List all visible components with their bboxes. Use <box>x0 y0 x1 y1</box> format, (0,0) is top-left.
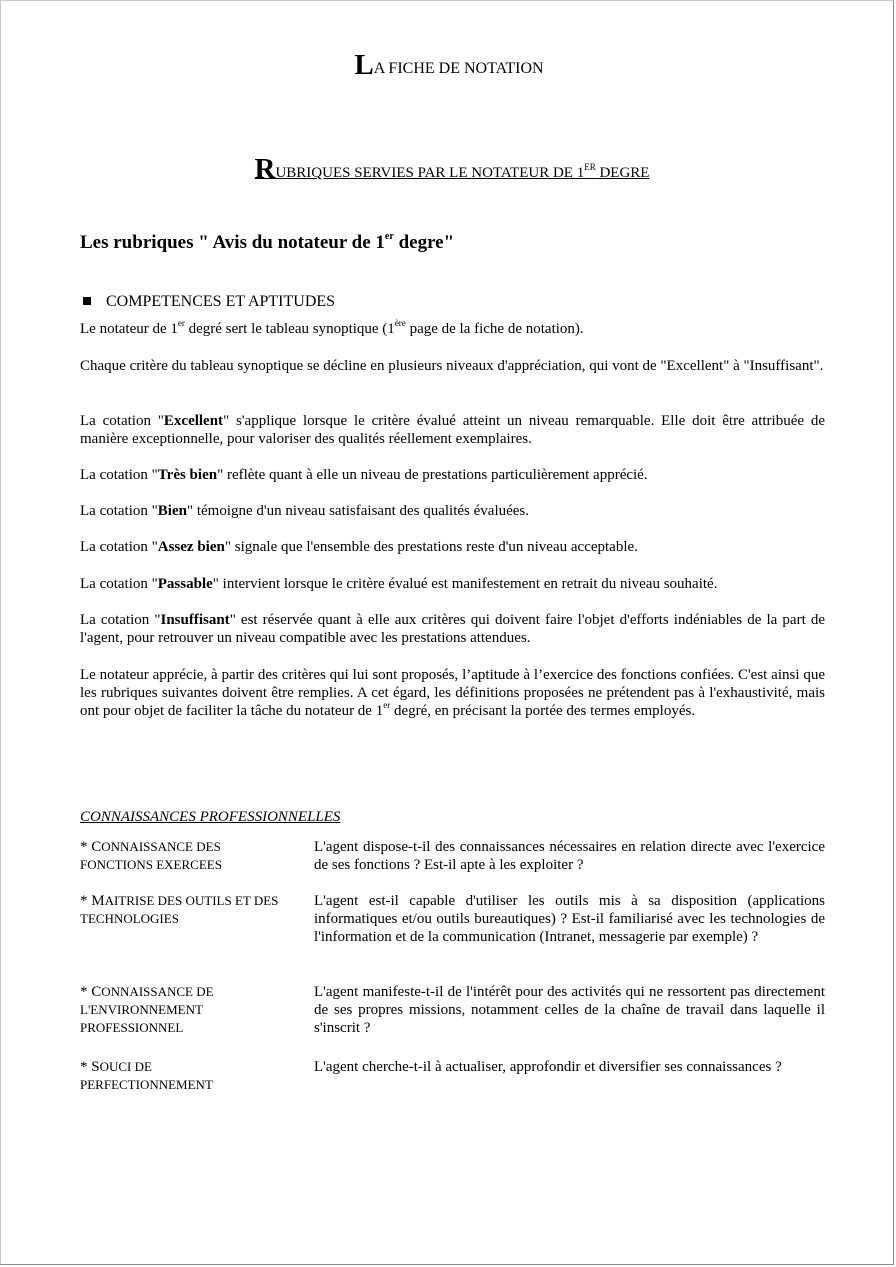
square-bullet-icon <box>83 297 91 305</box>
paragraph-1: Le notateur de 1er degré sert le tableau synoptique (1ère page de la fiche de notation). <box>80 318 584 337</box>
criterion-label: * SOUCI DE PERFECTIONNEMENT <box>80 1059 213 1092</box>
paragraph-tres-bien: La cotation "Très bien" reflète quant à elle un niveau de prestations particulièrement apprécié. <box>80 467 648 483</box>
section-heading: Les rubriques " Avis du notateur de 1er degre" <box>80 231 455 253</box>
paragraph-assez-bien: La cotation "Assez bien" signale que l'ensemble des prestations reste d'un niveau acceptable. <box>80 539 638 555</box>
paragraph-2: Chaque critère du tableau synoptique se décline en plusieurs niveaux d'appréciation, qui vont de "Excellent" à "Insuffisant". <box>80 358 824 374</box>
page-subtitle: RUBRIQUES SERVIES PAR LE NOTATEUR DE 1ER DEGRE <box>254 153 650 185</box>
criterion-label: * CONNAISSANCE DES FONCTIONS EXERCEES <box>80 839 222 872</box>
paragraph-notateur: Le notateur apprécie, à partir des critères qui lui sont proposés, l’aptitude à l’exercice des fonctions confiées. C'est ainsi que les rubriques suivantes doivent être remplies. A cet égard, les définitions proposées ne prétendent pas à l'exhaustivité, mais ont pour objet de faciliter la tâche du notateur de 1er degré, en précisant la portée des termes employés. <box>80 667 825 719</box>
bullet-heading: COMPETENCES ET APTITUDES <box>80 293 335 311</box>
page-title: LA FICHE DE NOTATION <box>354 49 544 81</box>
paragraph-excellent: La cotation "Excellent" s'applique lorsque le critère évalué atteint un niveau remarquable. Elle doit être attribuée de manière exceptionnelle, pour valoriser des qualités réellement exemplaires. <box>80 413 825 447</box>
paragraph-insuffisant: La cotation "Insuffisant" est réservée quant à elle aux critères qui doivent faire l'objet d'efforts indéniables de la part de l'agent, pour retrouver un niveau compatible avec les prestations attendues. <box>80 612 825 646</box>
paragraph-bien: La cotation "Bien" témoigne d'un niveau satisfaisant des qualités évaluées. <box>80 503 530 519</box>
paragraph-passable: La cotation "Passable" intervient lorsque le critère évalué est manifestement en retrait du niveau souhaité. <box>80 576 718 592</box>
criterion-description: L'agent est-il capable d'utiliser les outils mis à sa disposition (applications informatiques et/ou outils bureautiques) ? Est-il familiarisé avec les technologies de l'information et de la communication (Intranet, messagerie par exemple) ? <box>314 893 825 945</box>
criterion-description: L'agent cherche-t-il à actualiser, approfondir et diversifier ses connaissances ? <box>314 1059 782 1075</box>
criterion-label: * MAITRISE DES OUTILS ET DES TECHNOLOGIES <box>80 893 279 926</box>
criterion-description: L'agent manifeste-t-il de l'intérêt pour des activités qui ne ressortent pas directement de ses propres missions, notamment celles de la chaîne de travail dans laquelle il s'inscrit ? <box>314 984 825 1036</box>
criterion-label: * CONNAISSANCE DE L'ENVIRONNEMENT PROFESSIONNEL <box>80 984 214 1035</box>
section-title: CONNAISSANCES PROFESSIONNELLES <box>80 809 341 825</box>
criterion-description: L'agent dispose-t-il des connaissances nécessaires en relation directe avec l'exercice de ses fonctions ? Est-il apte à les exploiter ? <box>314 839 825 873</box>
